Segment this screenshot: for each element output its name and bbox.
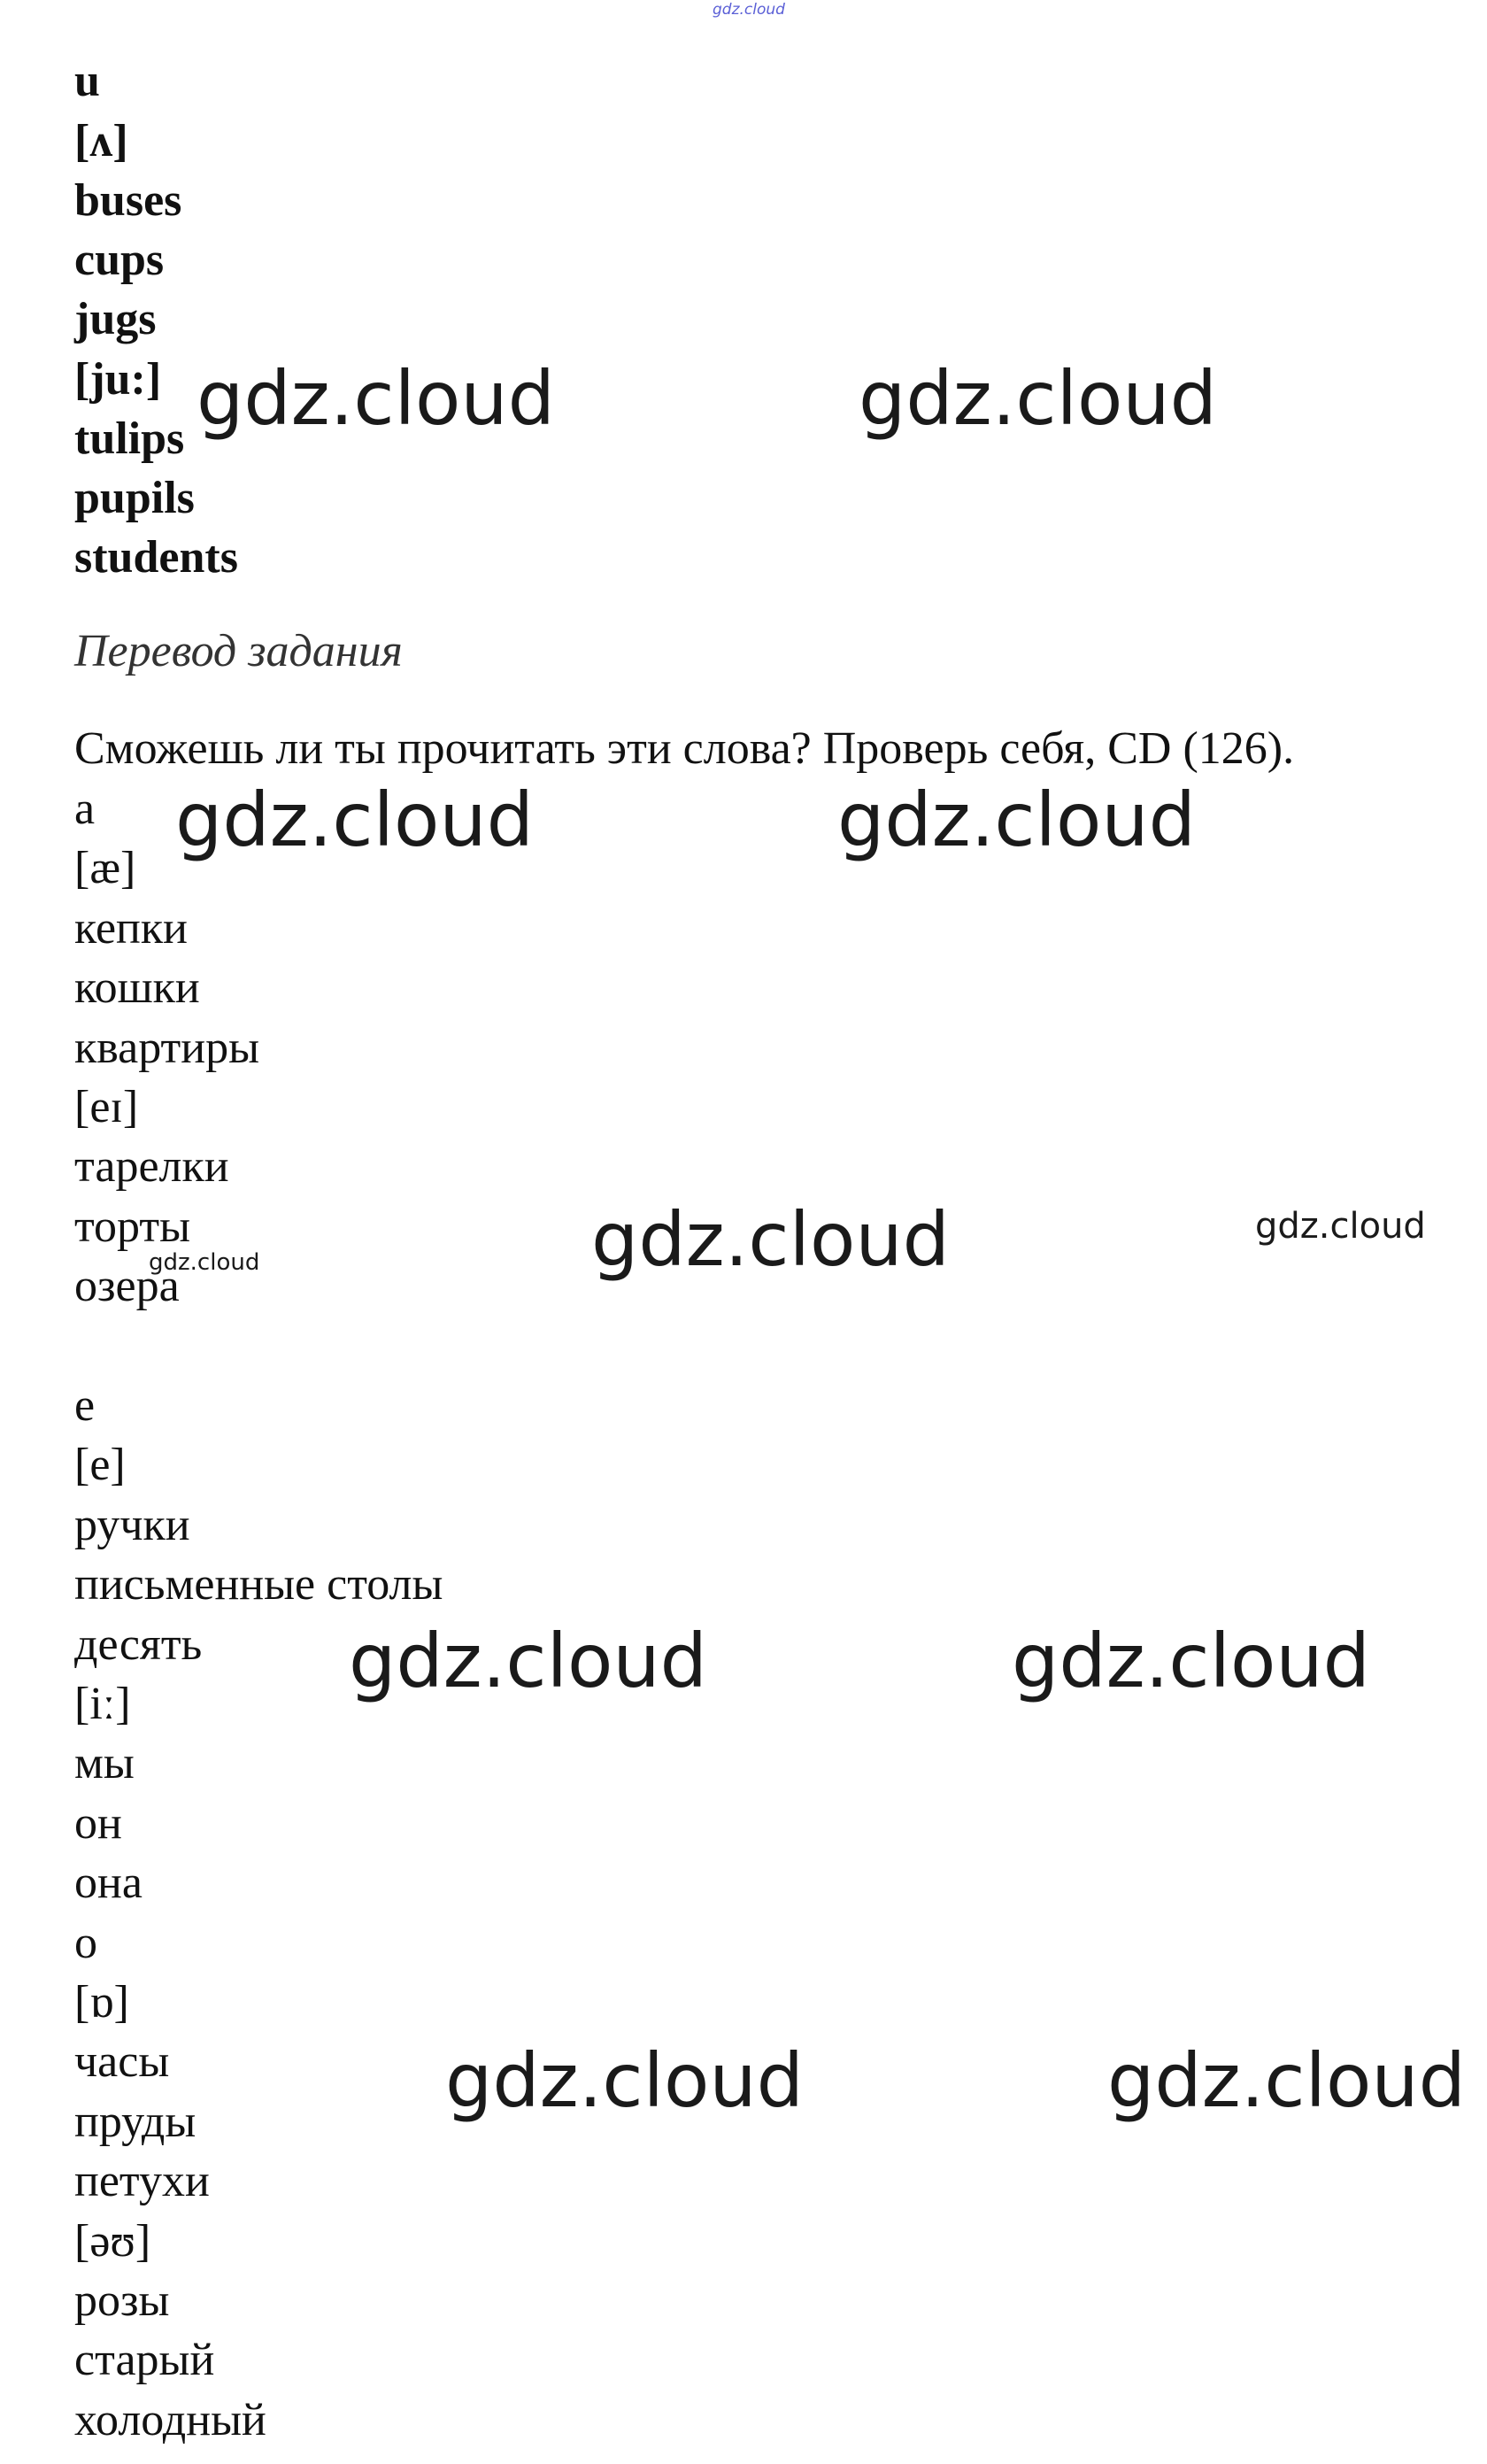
watermark: gdz.cloud <box>445 2037 804 2124</box>
word-tulips: tulips <box>74 413 185 464</box>
list-item: ручки <box>74 1500 190 1550</box>
watermark: gdz.cloud <box>1255 1206 1426 1247</box>
list-item: озера <box>74 1261 180 1311</box>
list-item: десять <box>74 1619 203 1670</box>
top-watermark: gdz.cloud <box>713 1 785 19</box>
list-item: квартиры <box>74 1023 260 1073</box>
list-item: [iː] <box>74 1679 131 1729</box>
letter-u: u <box>74 56 100 106</box>
watermark: gdz.cloud <box>175 776 534 863</box>
sound-transcription: [ʌ] <box>74 116 128 166</box>
word-cups: cups <box>74 235 165 285</box>
watermark: gdz.cloud <box>349 1618 707 1704</box>
translation-instruction: Сможешь ли ты прочитать эти слова? Проверь себя, CD (126). <box>74 723 1295 774</box>
watermark: gdz.cloud <box>591 1196 950 1283</box>
list-item: [e] <box>74 1440 126 1490</box>
list-item: [ɒ] <box>74 1977 129 2028</box>
list-item: торты <box>74 1201 191 1252</box>
list-item: a <box>74 784 96 834</box>
list-item: пруды <box>74 2097 196 2147</box>
sound-transcription: [ju:] <box>74 354 162 405</box>
translation-heading: Перевод задания <box>74 626 403 676</box>
word-jugs: jugs <box>74 294 157 344</box>
watermark: gdz.cloud <box>196 355 555 442</box>
list-item: [eɪ] <box>74 1082 139 1132</box>
word-students: students <box>74 532 238 583</box>
list-item: [æ] <box>74 843 136 893</box>
list-item: петухи <box>74 2156 210 2206</box>
list-item: o <box>74 1918 97 1968</box>
list-item: e <box>74 1380 96 1431</box>
list-item: часы <box>74 2036 170 2087</box>
watermark: gdz.cloud <box>1107 2037 1466 2124</box>
list-item: он <box>74 1798 122 1849</box>
list-item: письменные столы <box>74 1559 443 1610</box>
word-buses: buses <box>74 175 182 226</box>
list-item: розы <box>74 2275 170 2326</box>
list-item: [əʊ] <box>74 2216 151 2267</box>
watermark: gdz.cloud <box>149 1249 260 1276</box>
list-item: старый <box>74 2335 215 2385</box>
watermark: gdz.cloud <box>859 355 1217 442</box>
word-pupils: pupils <box>74 473 195 523</box>
list-item: холодный <box>74 2395 266 2445</box>
list-item: мы <box>74 1738 135 1788</box>
watermark: gdz.cloud <box>1012 1618 1370 1704</box>
watermark: gdz.cloud <box>837 776 1196 863</box>
list-item: тарелки <box>74 1141 229 1192</box>
list-item: кошки <box>74 962 200 1013</box>
list-item: кепки <box>74 903 188 954</box>
list-item: она <box>74 1858 143 1908</box>
